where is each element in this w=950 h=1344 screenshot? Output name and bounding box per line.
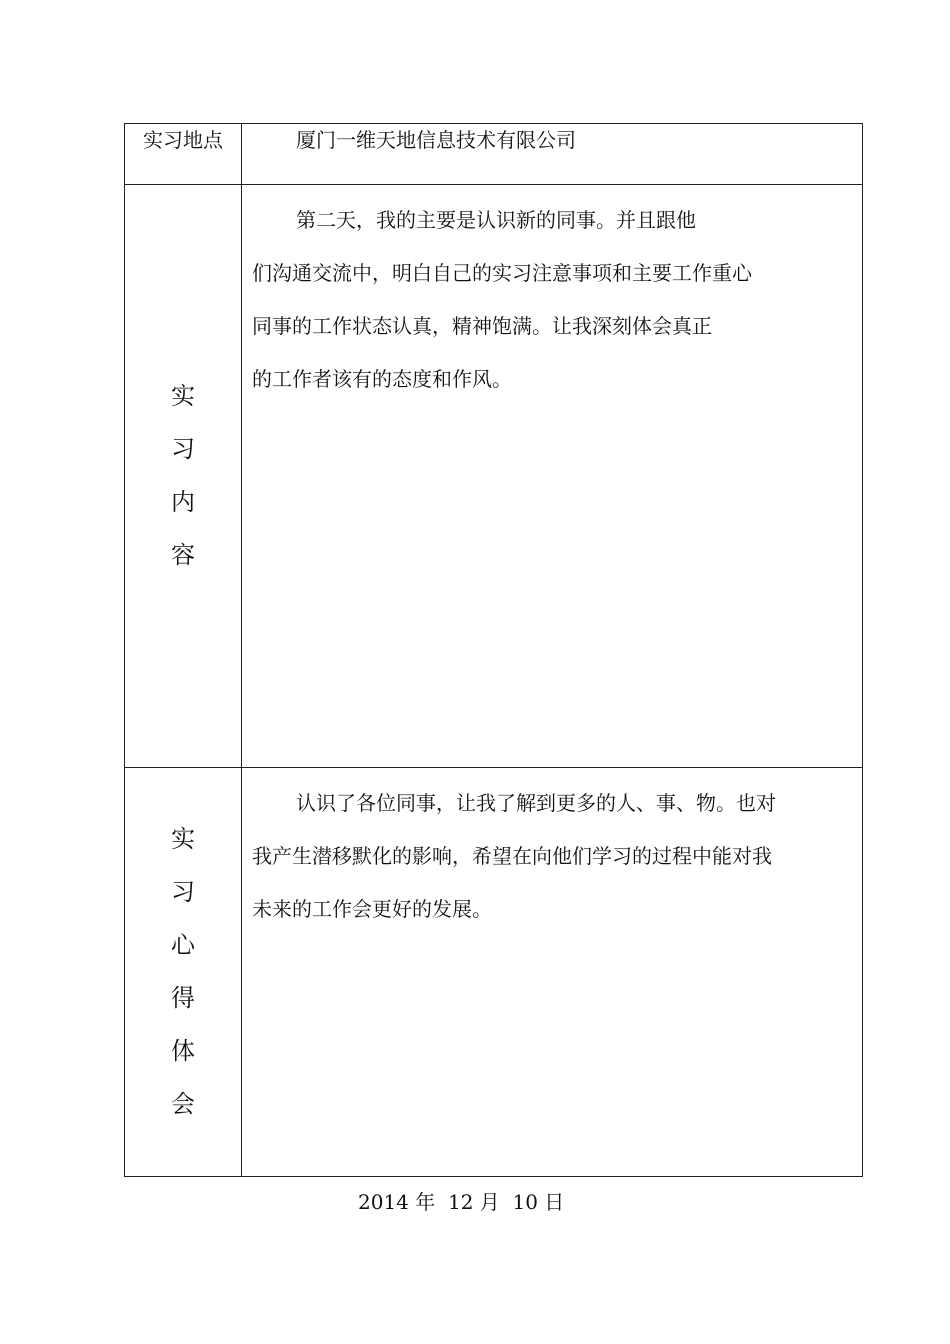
content-label-cell (125, 185, 242, 768)
content-line: 的工作者该有的态度和作风。 (252, 367, 512, 391)
report-date: 2014 年 12 月 10 日 (358, 1190, 565, 1214)
experience-label-char: 心 (171, 931, 195, 959)
experience-row (125, 768, 863, 1177)
internship-form-table (124, 123, 863, 1177)
content-row (125, 185, 863, 768)
experience-text (242, 768, 862, 936)
experience-label-char: 得 (171, 984, 195, 1012)
experience-label (125, 768, 241, 1176)
experience-label-char: 习 (171, 878, 195, 906)
experience-line: 认识了各位同事，让我了解到更多的人、事、物。也对 (296, 791, 776, 815)
content-label (125, 185, 241, 767)
content-text-cell (242, 185, 863, 768)
content-line: 们沟通交流中，明白自己的实习注意事项和主要工作重心 (252, 261, 752, 285)
experience-line: 我产生潜移默化的影响，希望在向他们学习的过程中能对我 (252, 844, 772, 868)
content-text (242, 185, 862, 406)
content-label-char: 容 (171, 541, 195, 569)
experience-label-char: 实 (171, 825, 195, 853)
experience-text-cell (242, 768, 863, 1177)
content-line: 同事的工作状态认真，精神饱满。让我深刻体会真正 (252, 314, 712, 338)
experience-label-char: 体 (171, 1037, 195, 1065)
experience-line: 未来的工作会更好的发展。 (252, 897, 492, 921)
content-label-char: 内 (171, 488, 195, 516)
location-label: 实习地点 (125, 124, 242, 185)
content-label-char: 习 (171, 435, 195, 463)
content-line: 第二天，我的主要是认识新的同事。并且跟他 (296, 208, 696, 232)
content-label-char: 实 (171, 382, 195, 410)
experience-label-char: 会 (171, 1090, 195, 1118)
location-value: 厦门一维天地信息技术有限公司 (242, 124, 863, 185)
location-row (125, 124, 863, 185)
experience-label-cell (125, 768, 242, 1177)
